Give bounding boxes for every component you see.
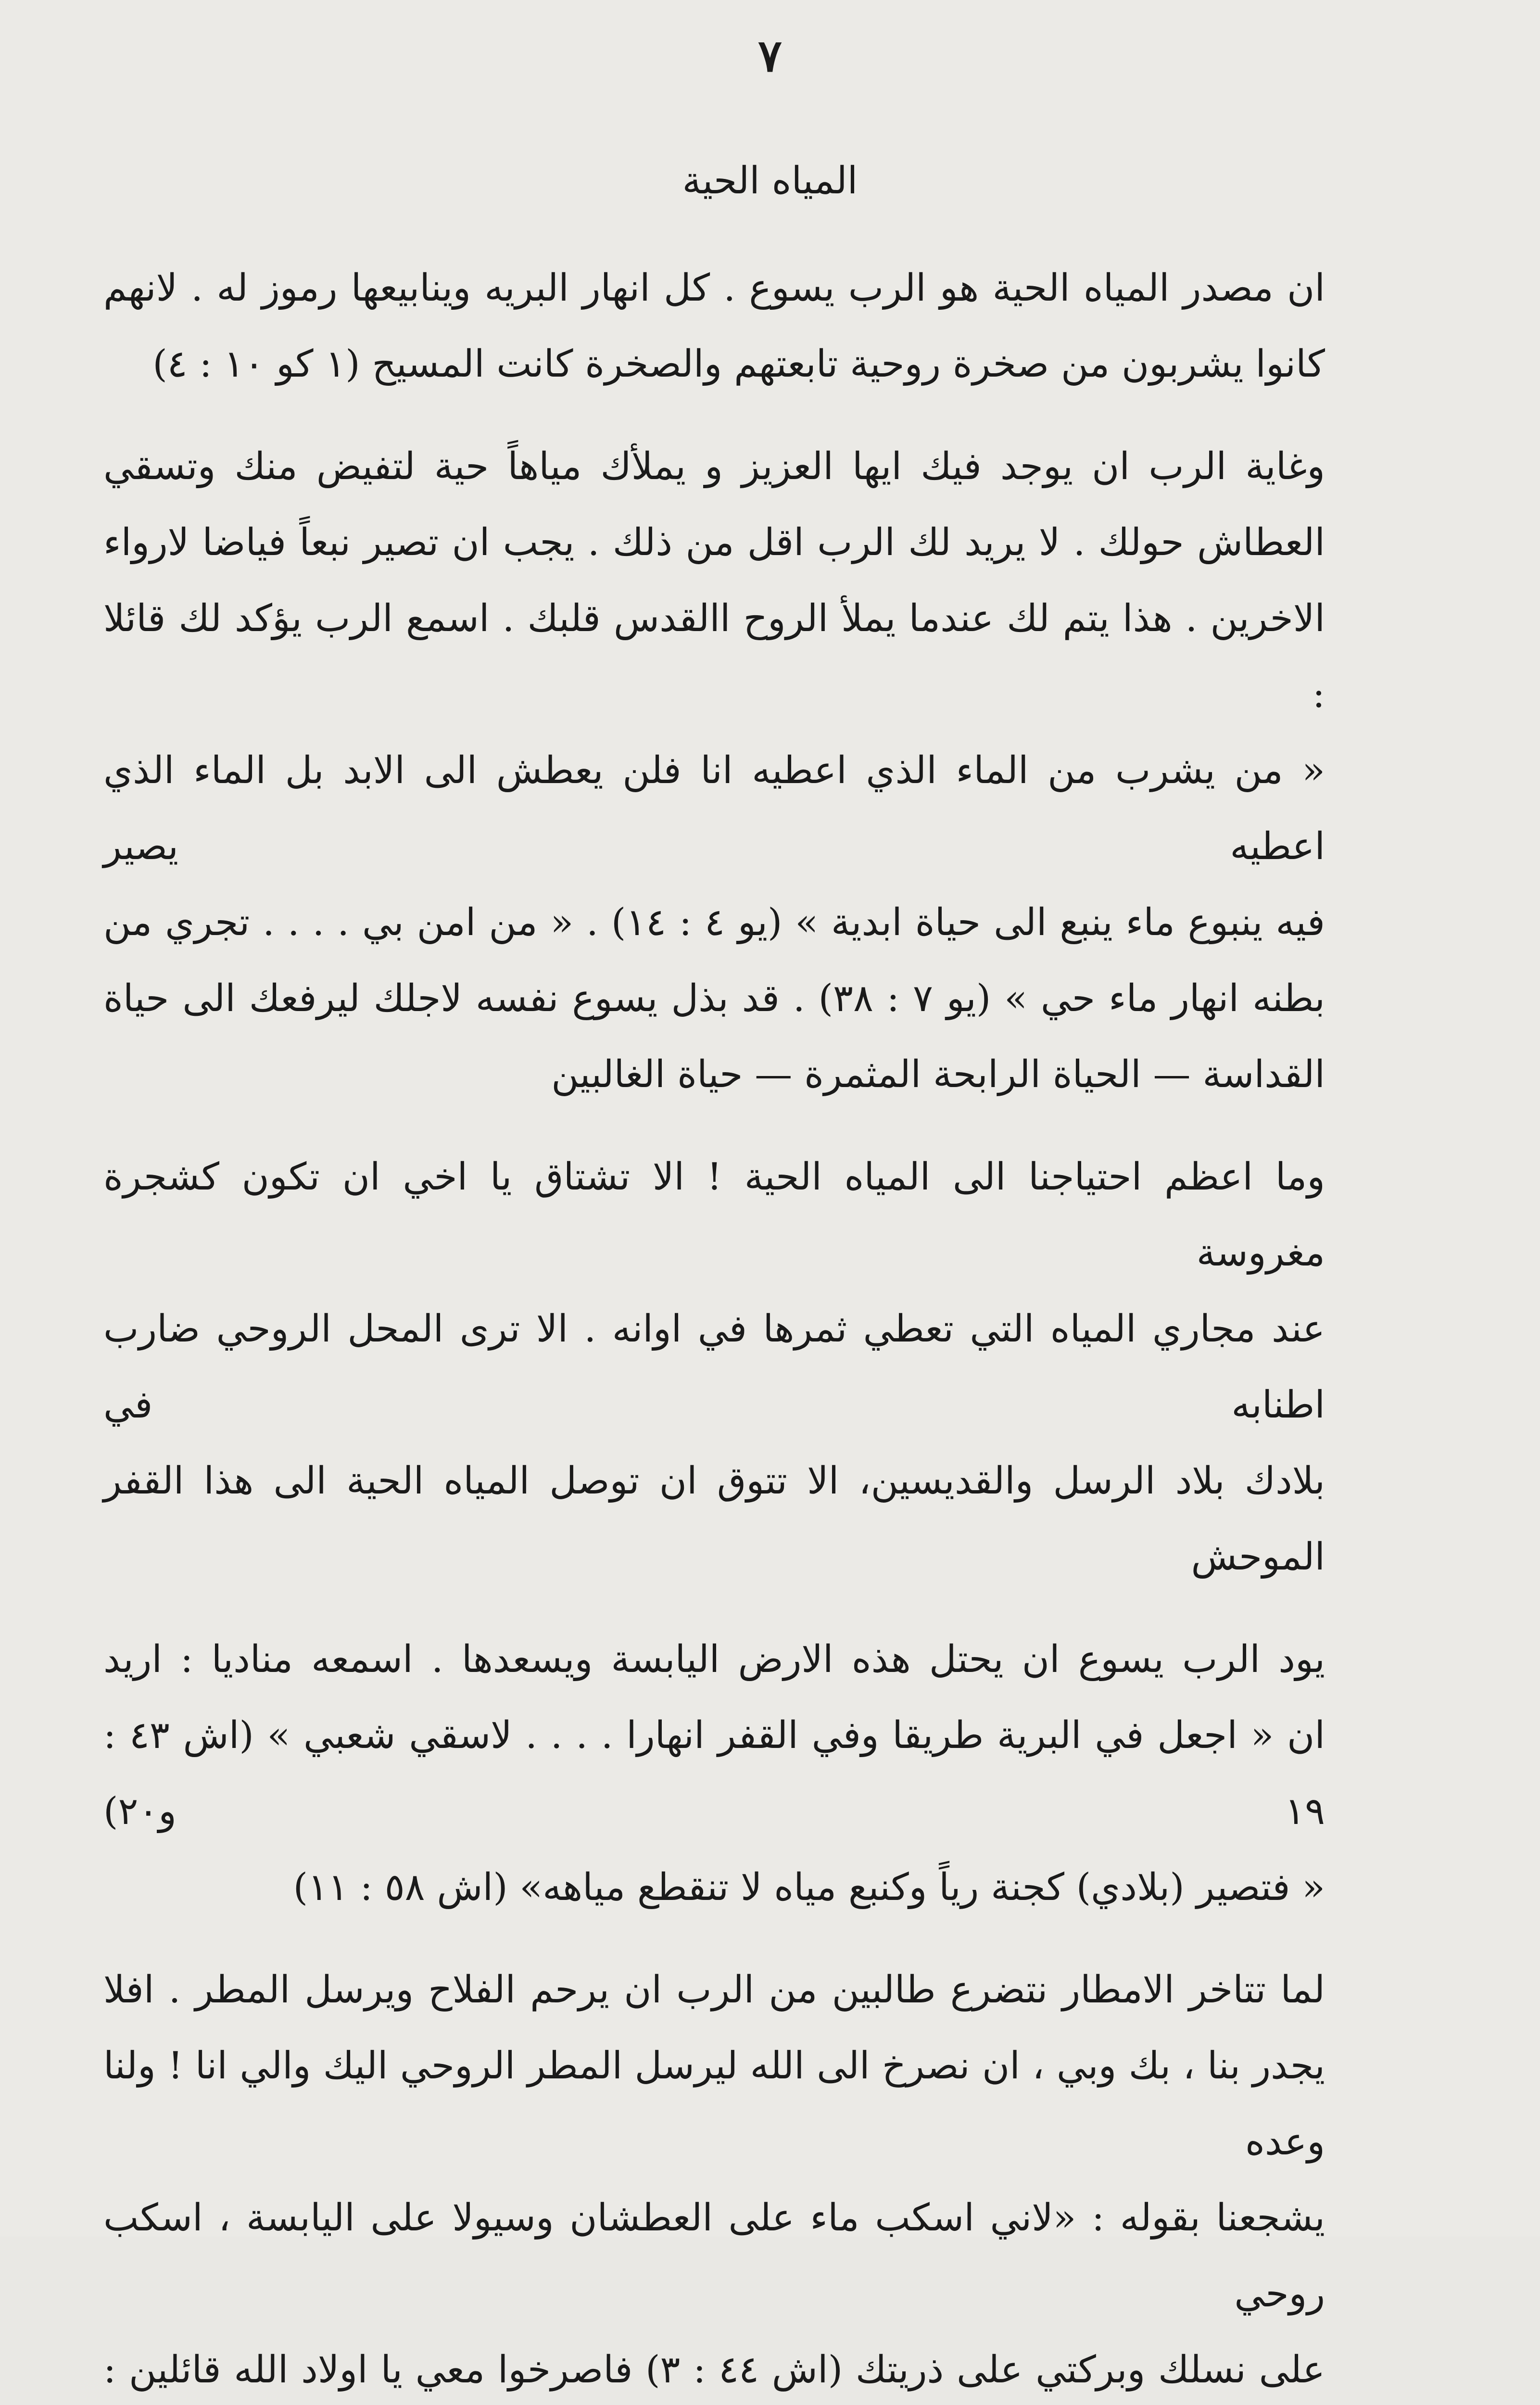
text-line: يشجعنا بقوله : «لاني اسكب ماء على العطشان وسيولا على اليابسة ، اسكب روحي <box>103 2196 1325 2316</box>
article-title: المياه الحية <box>682 159 858 203</box>
text-line: يود الرب يسوع ان يحتل هذه الارض اليابسة ويسعدها . اسمعه مناديا : اريد <box>103 1638 1325 1681</box>
text-line: ان مصدر المياه الحية هو الرب يسوع . كل انهار البريه وينابيعها رموز له . لانهم <box>103 266 1325 310</box>
paragraph-4 <box>103 1621 1325 1925</box>
paragraph-3 <box>103 1139 1325 1595</box>
text-line: بلادك بلاد الرسل والقديسين، الا تتوق ان توصل المياه الحية الى هذا القفر الموحش <box>103 1459 1325 1579</box>
text-line: عند مجاري المياه التي تعطي ثمرها في اوانه . الا ترى المحل الروحي ضارب اطنابه في <box>103 1307 1325 1427</box>
article-body <box>103 250 1325 2405</box>
text-line: يجدر بنا ، بك وبي ، ان نصرخ الى الله ليرسل المطر الروحي اليك والي انا ! ولنا وعده <box>103 2044 1325 2164</box>
closing-prayer <box>710 2403 1325 2405</box>
text-line: الاخرين . هذا يتم لك عندما يملأ الروح االقدس قلبك . اسمع الرب يؤكد لك قائلا : <box>103 597 1325 716</box>
attribution <box>103 2403 581 2405</box>
page-number: ٧ <box>758 30 782 82</box>
text-line: وغاية الرب ان يوجد فيك ايها العزيز و يملأك مياهاً حية لتفيض منك وتسقي <box>103 445 1325 488</box>
text-line: بطنه انهار ماء حي » (يو ٧ : ٣٨) . قد بذل يسوع نفسه لاجلك ليرفعك الى حياة <box>103 977 1325 1020</box>
text-line: وما اعظم احتياجنا الى المياه الحية ! الا تشتاق يا اخي ان تكون كشجرة مغروسة <box>103 1155 1325 1275</box>
paragraph-1 <box>103 250 1325 402</box>
paragraph-2 <box>103 429 1325 1113</box>
text-line: العطاش حولك . لا يريد لك الرب اقل من ذلك . يجب ان تصير نبعاً فياضا لارواء <box>103 521 1325 564</box>
closing-line <box>103 2403 1325 2405</box>
text-line: فيه ينبوع ماء ينبع الى حياة ابدية » (يو ٤ : ١٤) . « من امن بي . . . . تجري من <box>103 901 1325 944</box>
text-line: كانوا يشربون من صخرة روحية تابعتهم والصخرة كانت المسيح (١ كو ١٠ : ٤) <box>152 342 1325 386</box>
text-line: لما تتاخر الامطار نتضرع طالبين من الرب ان يرحم الفلاح ويرسل المطر . افلا <box>103 1968 1325 2012</box>
text-line: على نسلك وبركتي على ذريتك (اش ٤٤ : ٣) فاصرخوا معي يا اولاد الله قائلين : <box>103 2348 1325 2392</box>
paragraph-5 <box>103 1952 1325 2405</box>
text-line: « من يشرب من الماء الذي اعطيه انا فلن يعطش الى الابد بل الماء الذي اعطيه يصير <box>103 749 1325 868</box>
text-line: ان « اجعل في البرية طريقا وفي القفر انهارا . . . . لاسقي شعبي » (اش ٤٣ : ١٩ و٢٠) <box>103 1714 1325 1833</box>
text-line: القداسة — الحياة الرابحة المثمرة — حياة الغالبين <box>551 1053 1325 1096</box>
text-line: « فتصير (بلادي) كجنة رياً وكنبع مياه لا تنقطع مياهه» (اش ٥٨ : ١١) <box>293 1866 1325 1909</box>
